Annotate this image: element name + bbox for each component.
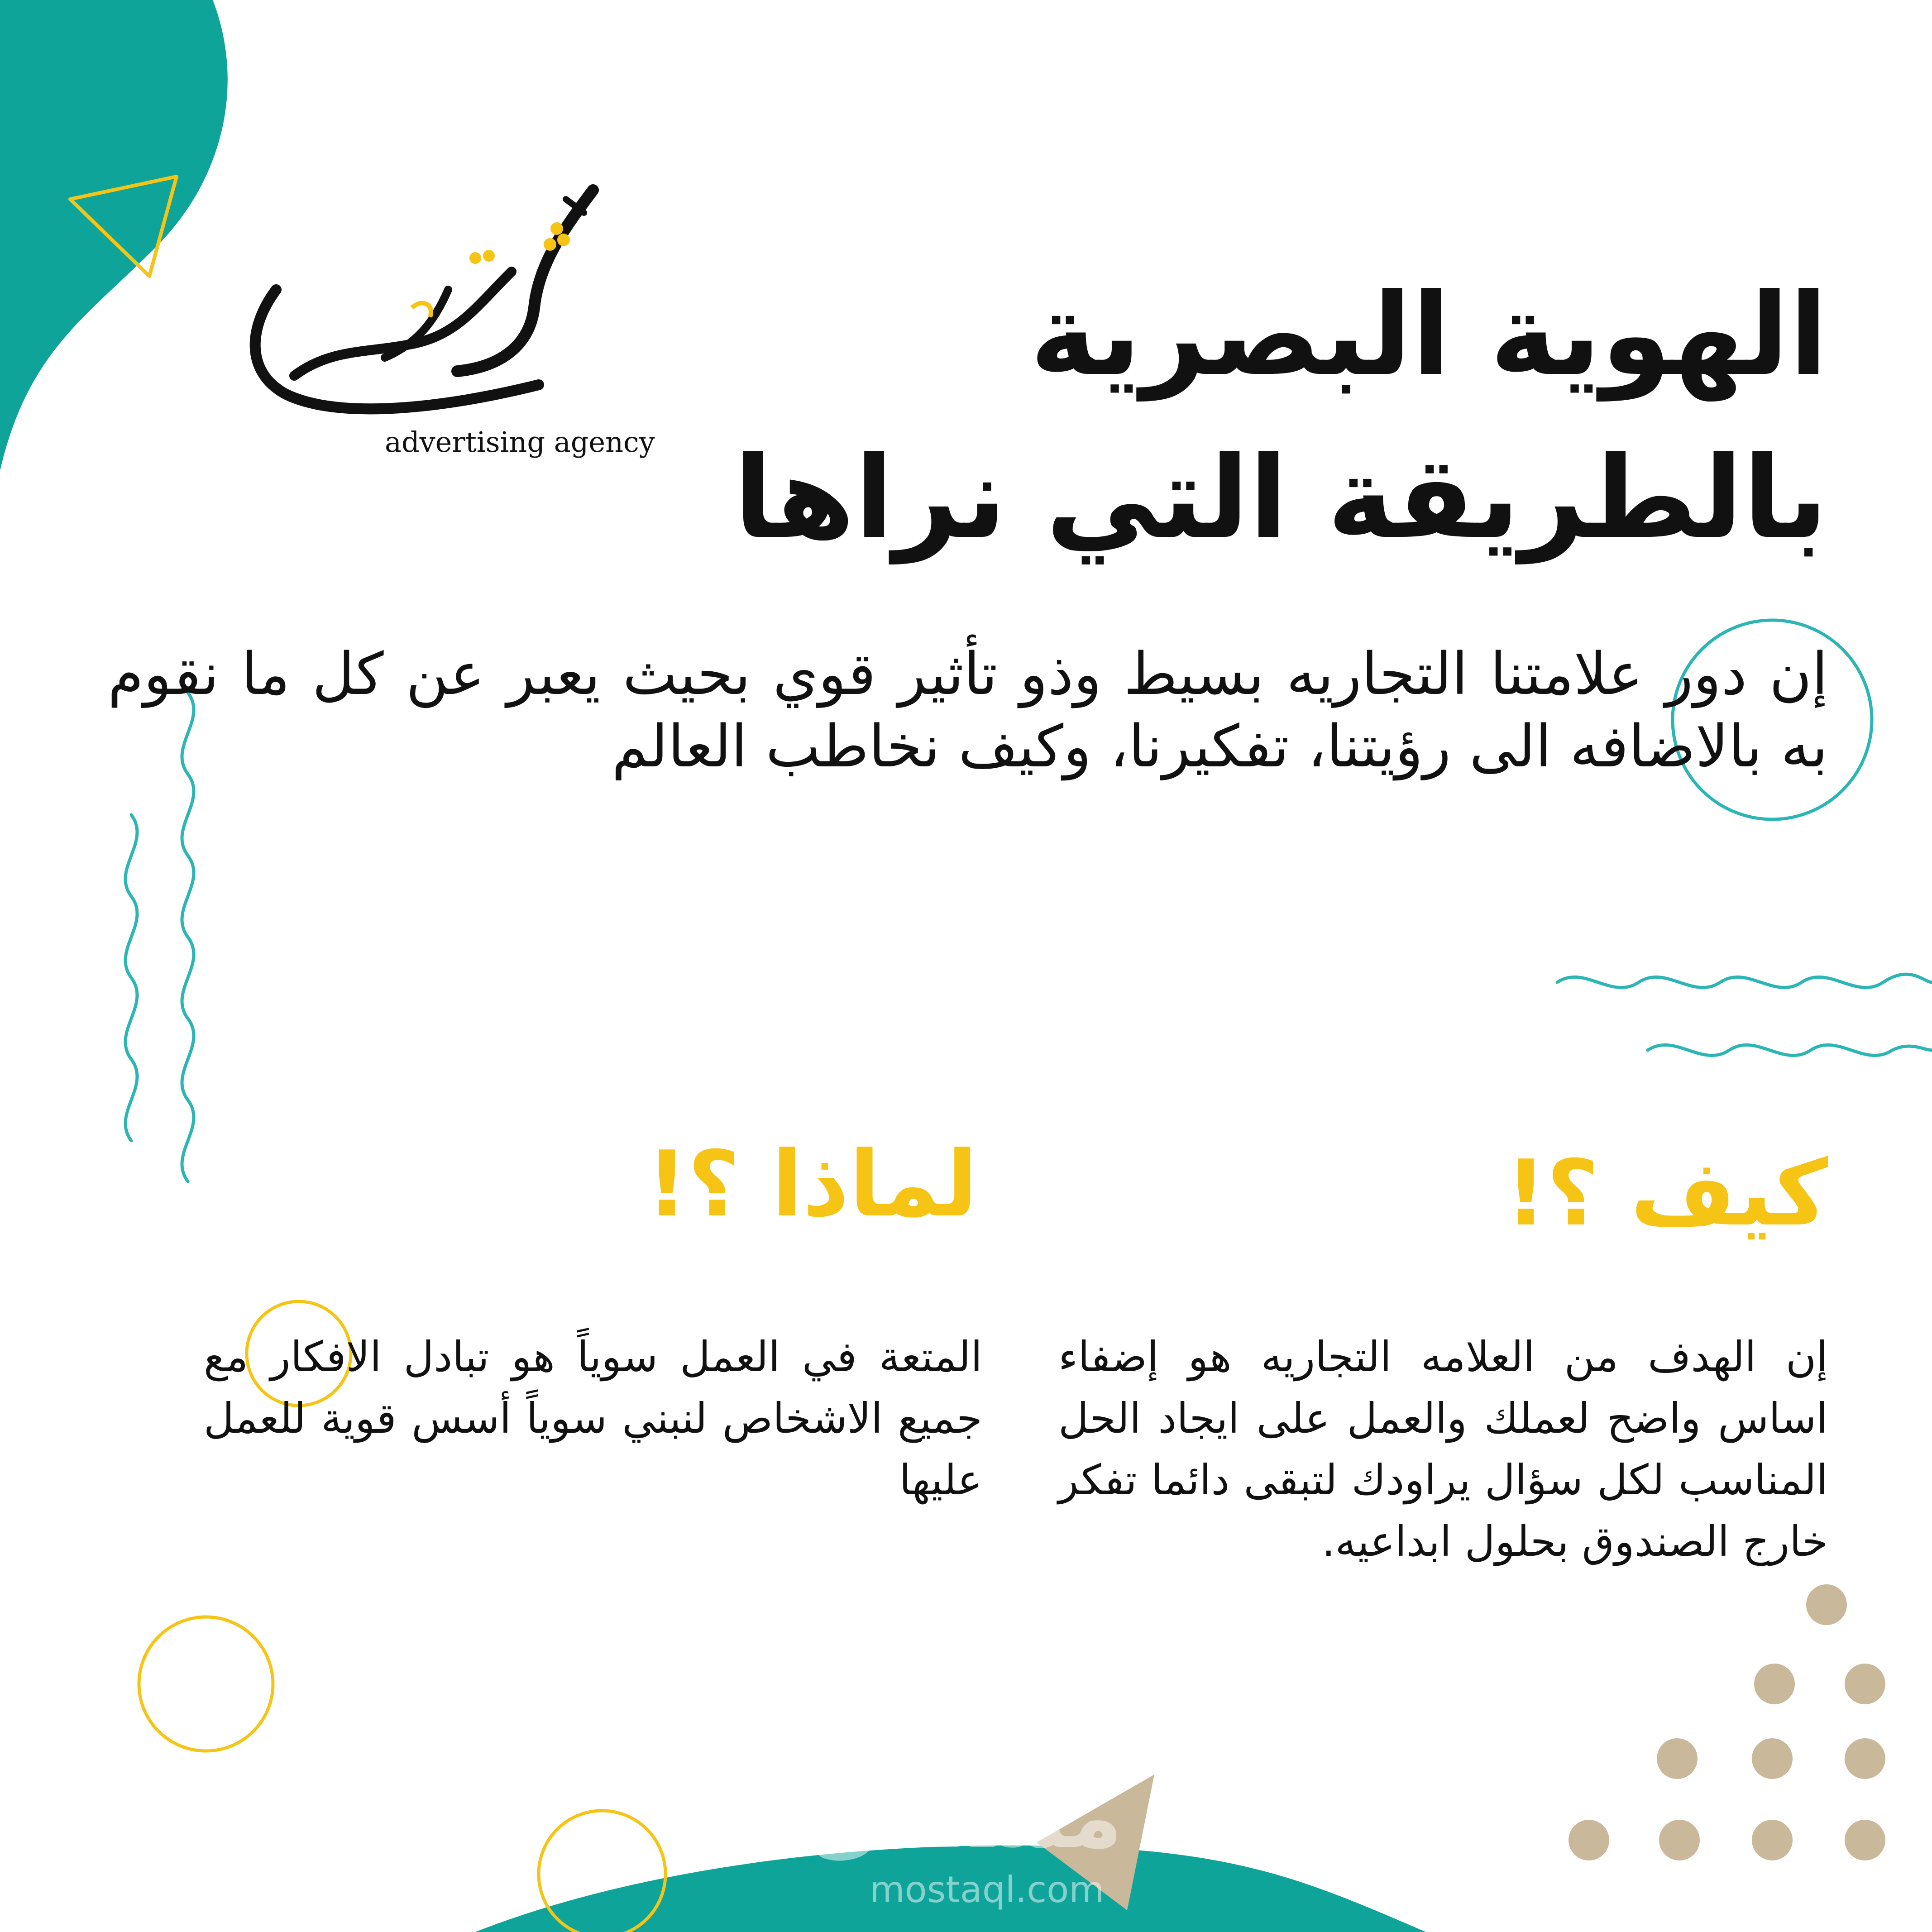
- teal-squiggle-left-2: [125, 815, 137, 1141]
- page-title: [651, 253, 1828, 579]
- why-body: المتعة في العمل سوياً هو تبادل الافكار مع جميع الاشخاص لنبني سوياً أسس قوية للعمل عليها: [204, 1333, 982, 1504]
- intro-paragraph: إن دور علامتنا التجاريه بسيط وذو تأثير قوي بحيث يعبر عن كل ما نقوم به بالاضافه الى رؤيتنا، تفكيرنا، وكيف نخاطب العالم: [108, 641, 1828, 780]
- mostaql-watermark: [808, 1765, 1123, 1928]
- yellow-circle-left: [139, 1617, 273, 1751]
- how-body: إن الهدف من العلامه التجاريه هو إضفاء اساس واضح لعملك والعمل على ايجاد الحل المناسب لكل سؤال يراودك لتبقى دائما تفكر خارج الصندوق بحلول ابداعيه.: [1058, 1333, 1828, 1566]
- teal-squiggle-right-1: [1557, 974, 1932, 987]
- studio-logo: [222, 172, 655, 471]
- teal-squiggle-right-2: [1648, 1045, 1932, 1055]
- title-line-1: الهوية البصرية: [1030, 269, 1828, 401]
- title-line-2: بالطريقة التي نراها: [734, 432, 1828, 564]
- beige-dot-grid: [1569, 1584, 1885, 1860]
- watermark-latin: mostaql.com: [869, 1869, 1105, 1911]
- watermark-arabic: مستقل: [808, 1767, 1123, 1867]
- logo-tagline: advertising agency: [385, 426, 655, 459]
- logo-script-mark: [222, 172, 611, 426]
- why-heading: لماذا ؟!: [646, 1132, 978, 1237]
- how-heading: كيف ؟!: [1505, 1141, 1828, 1246]
